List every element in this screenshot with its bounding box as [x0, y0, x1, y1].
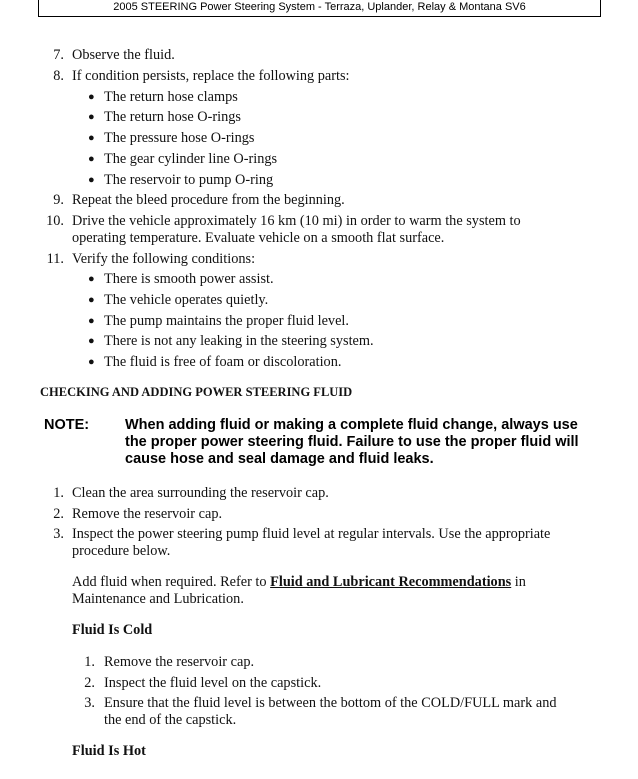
bullet-icon: ● [88, 273, 95, 285]
step-number: 1. [84, 654, 95, 670]
step-text: Inspect the fluid level on the capstick. [104, 675, 322, 691]
bullet-icon: ● [88, 91, 95, 103]
bullet-item: The reservoir to pump O-ring [104, 172, 274, 188]
step-number: 2. [84, 675, 95, 691]
step-text: Ensure that the fluid level is between the bottom of the COLD/FULL mark and [104, 695, 557, 711]
bullet-icon: ● [88, 174, 95, 186]
step-text: If condition persists, replace the following parts: [72, 68, 350, 84]
bullet-icon: ● [88, 356, 95, 368]
step-number: 7. [53, 47, 64, 63]
step-text-continued: the end of the capstick. [104, 712, 237, 728]
add-fluid-text: Add fluid when required. Refer to [72, 574, 271, 590]
bullet-item: There is not any leaking in the steering system. [104, 333, 374, 349]
step-text: Repeat the bleed procedure from the beginning. [72, 192, 345, 208]
add-fluid-line2: Maintenance and Lubrication. [72, 591, 244, 607]
step-number: 3. [84, 695, 95, 711]
bullet-icon: ● [88, 294, 95, 306]
step-number: 10. [46, 213, 64, 229]
bullet-icon: ● [88, 315, 95, 327]
note-line: When adding fluid or making a complete fluid change, always use [125, 417, 578, 433]
step-text: Observe the fluid. [72, 47, 175, 63]
step-text: Remove the reservoir cap. [104, 654, 255, 670]
bullet-item: The pump maintains the proper fluid level. [104, 313, 349, 329]
fluid-recommendations-link[interactable]: Fluid and Lubricant Recommendations [270, 574, 512, 590]
subheading-hot: Fluid Is Hot [72, 743, 146, 759]
section-heading: CHECKING AND ADDING POWER STEERING FLUID [40, 385, 353, 399]
note-label: NOTE: [44, 417, 90, 433]
bullet-icon: ● [88, 111, 95, 123]
step-number: 3. [53, 526, 64, 542]
bullet-item: The pressure hose O-rings [104, 130, 255, 146]
step-text: Verify the following conditions: [72, 251, 256, 267]
bullet-icon: ● [88, 132, 95, 144]
step-text: Remove the reservoir cap. [72, 506, 223, 522]
step-number: 9. [53, 192, 64, 208]
step-number: 11. [46, 251, 64, 267]
bullet-item: There is smooth power assist. [104, 271, 274, 287]
step-text-continued: procedure below. [72, 543, 171, 559]
step-text: Clean the area surrounding the reservoir cap. [72, 485, 329, 501]
subheading-cold: Fluid Is Cold [72, 622, 153, 638]
bullet-item: The return hose O-rings [104, 109, 241, 125]
step-text: Drive the vehicle approximately 16 km (10 mi) in order to warm the system to [72, 213, 521, 229]
bullet-icon: ● [88, 153, 95, 165]
bullet-icon: ● [88, 335, 95, 347]
note-line: the proper power steering fluid. Failure to use the proper fluid will [125, 434, 579, 450]
step-text-continued: operating temperature. Evaluate vehicle on a smooth flat surface. [72, 230, 445, 246]
bullet-item: The gear cylinder line O-rings [104, 151, 278, 167]
bullet-item: The fluid is free of foam or discoloration. [104, 354, 342, 370]
note-line: cause hose and seal damage and fluid leaks. [125, 451, 434, 467]
step-number: 1. [53, 485, 64, 501]
add-fluid-paragraph [72, 574, 526, 591]
step-number: 2. [53, 506, 64, 522]
step-number: 8. [53, 68, 64, 84]
add-fluid-text-after: in [511, 574, 526, 590]
bullet-item: The vehicle operates quietly. [104, 292, 269, 308]
step-text: Inspect the power steering pump fluid level at regular intervals. Use the appropriate [72, 526, 551, 542]
bullet-item: The return hose clamps [104, 89, 238, 105]
page-header: 2005 STEERING Power Steering System - Terraza, Uplander, Relay & Montana SV6 [38, 0, 601, 17]
